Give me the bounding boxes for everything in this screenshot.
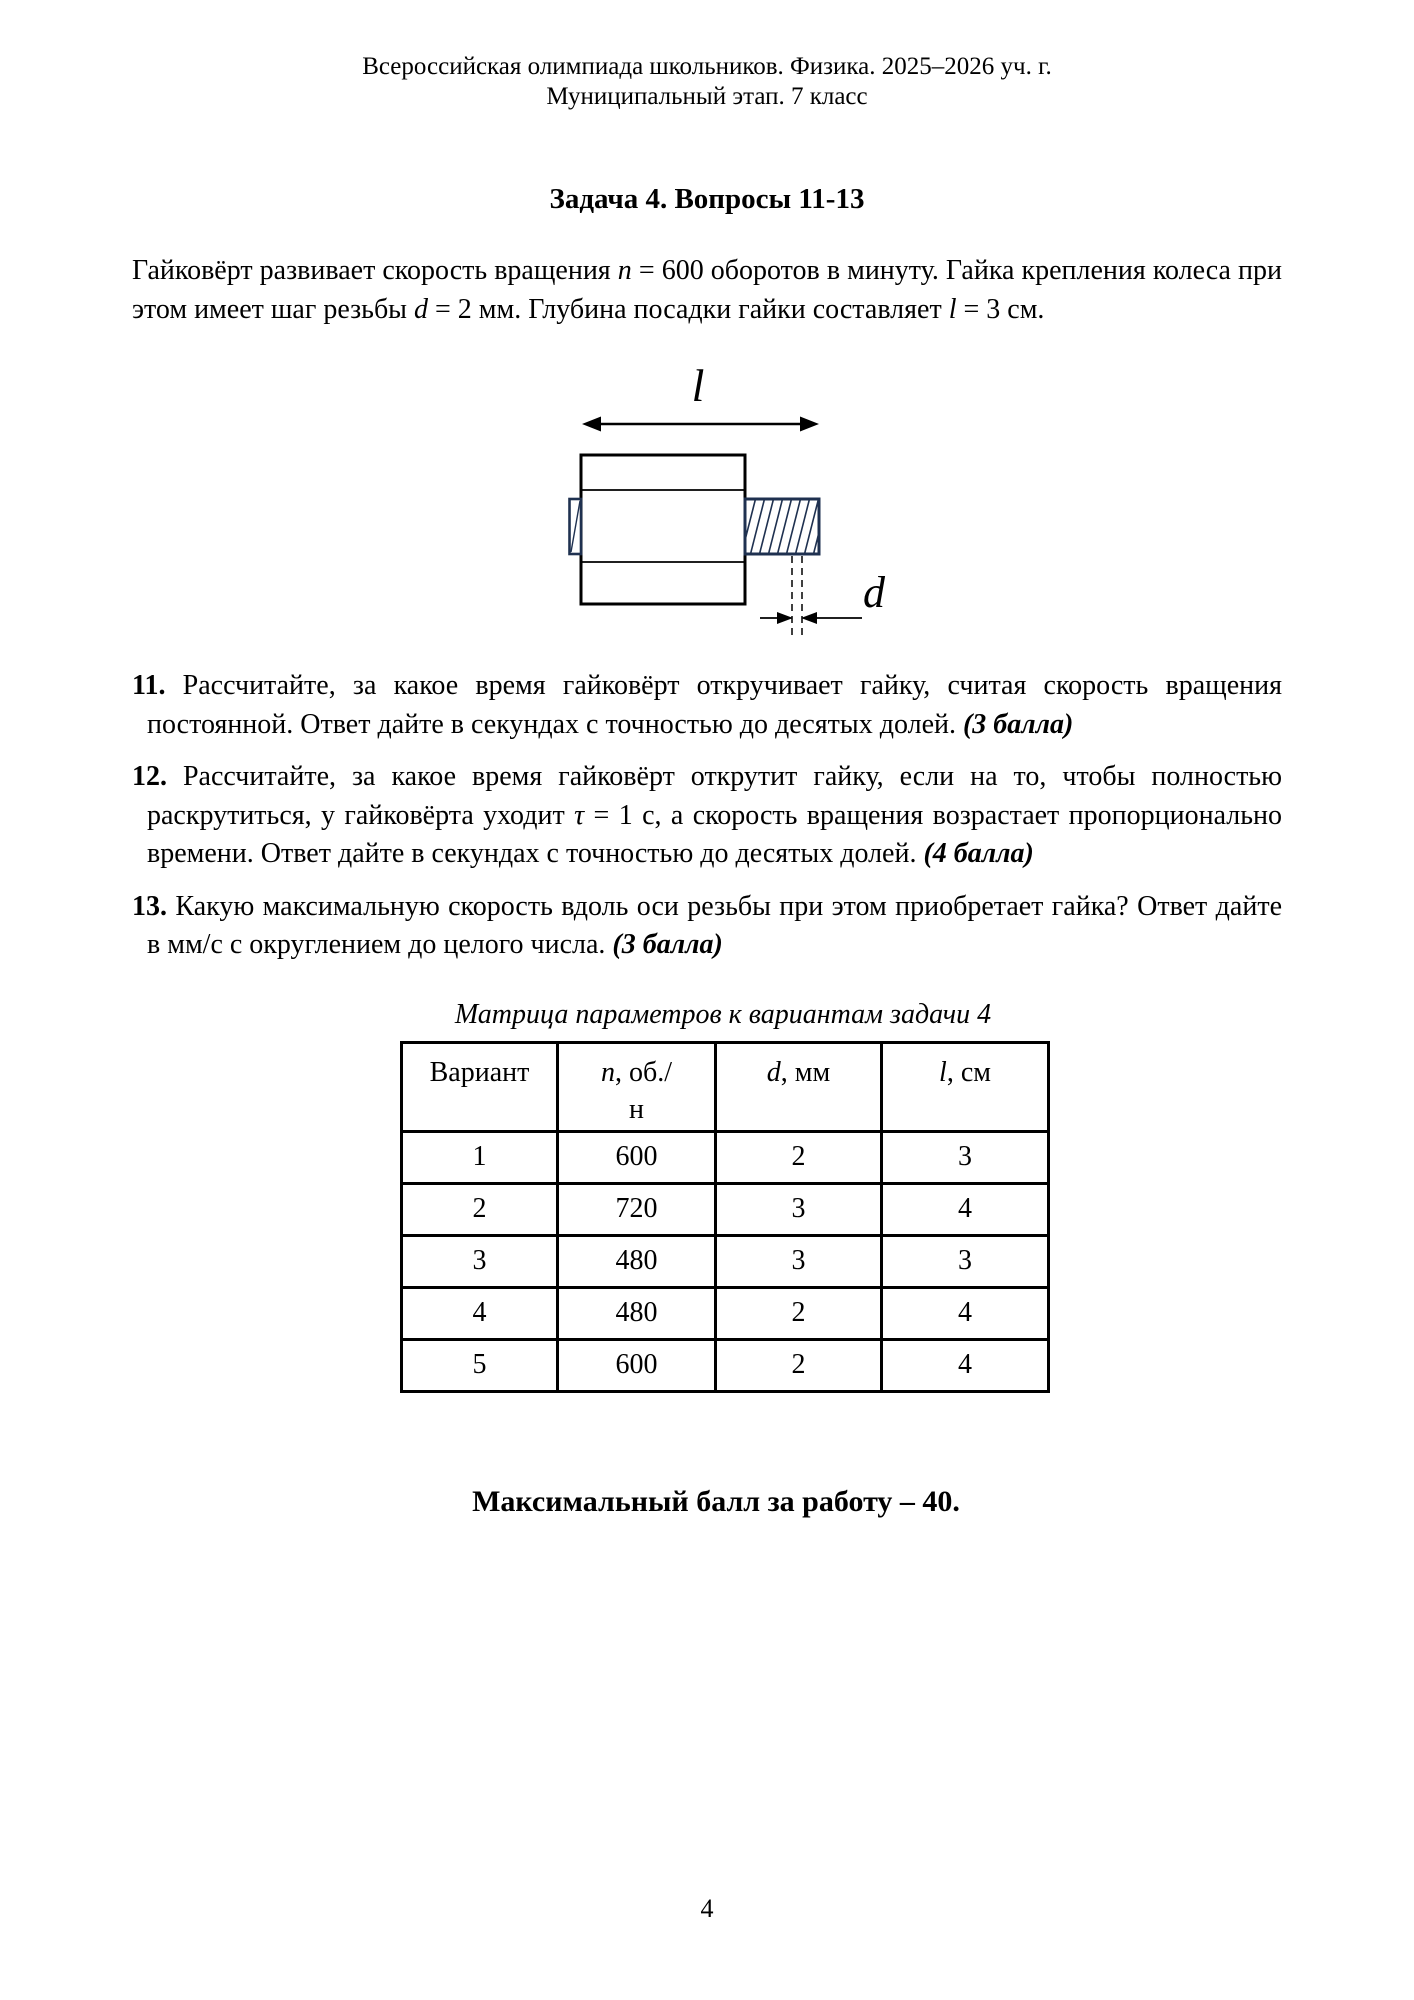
cell-n: 600: [558, 1131, 716, 1183]
page-number: 4: [700, 1894, 714, 1923]
cell-variant: 2: [402, 1183, 558, 1235]
table-caption: Матрица параметров к вариантам задачи 4: [454, 998, 992, 1030]
table-row: [402, 1235, 1049, 1287]
nut-bolt-diagram: [458, 357, 942, 653]
length-arrow: [582, 417, 819, 432]
params-table-body: [402, 1131, 1049, 1391]
header-d: d, мм: [716, 1042, 882, 1131]
cell-l: 4: [882, 1183, 1049, 1235]
cell-d: 3: [716, 1183, 882, 1235]
points-badge: (3 балла): [962, 708, 1074, 740]
cell-variant: 4: [402, 1287, 558, 1339]
question-number: 13.: [132, 890, 167, 922]
table-header-row: [402, 1042, 1049, 1131]
question-number: 12.: [132, 761, 167, 792]
task-title: Задача 4. Вопросы 11-13: [549, 183, 865, 215]
points-badge: (4 балла): [923, 838, 1034, 869]
table-row: [402, 1131, 1049, 1183]
cell-variant: 1: [402, 1131, 558, 1183]
cell-n: 720: [558, 1183, 716, 1235]
page-header: [132, 52, 1282, 111]
pitch-dashed-lines: [792, 556, 802, 635]
cell-l: 4: [882, 1287, 1049, 1339]
question-text: Рассчитайте, за какое время гайковёрт откручивает гайку, считая скорость вращения постоянной. Ответ дайте в секундах с точностью до десятых долей.: [147, 670, 1282, 740]
nut-body: [581, 455, 745, 604]
cell-l: 3: [882, 1131, 1049, 1183]
question-13: [132, 888, 1282, 965]
var-d: d: [414, 293, 428, 325]
cell-l: 3: [882, 1235, 1049, 1287]
question-text: Какую максимальную скорость вдоль оси резьбы при этом приобретает гайка? Ответ дайте в мм/с с округлением до целого числа.: [147, 890, 1282, 960]
table-row: [402, 1339, 1049, 1391]
cell-d: 2: [716, 1339, 882, 1391]
question-11: [132, 667, 1282, 744]
cell-variant: 5: [402, 1339, 558, 1391]
intro-text: Гайковёрт развивает скорость вращения: [132, 255, 618, 286]
question-text: = 1 с, а скорость вращения возрастает пропорционально времени. Ответ дайте в секундах с точностью до десятых долей.: [147, 799, 1282, 869]
cell-d: 3: [716, 1235, 882, 1287]
max-score-line: Максимальный балл за работу – 40.: [472, 1484, 960, 1518]
header-l: l, см: [882, 1042, 1049, 1131]
header-variant: Вариант: [402, 1042, 558, 1131]
table-row: [402, 1287, 1049, 1339]
var-l: l: [948, 293, 957, 325]
question-text: Рассчитайте, за какое время гайковёрт открутит гайку, если на то, чтобы полностью раскрутиться, у гайковёрта уходит: [147, 761, 1282, 831]
cell-d: 2: [716, 1287, 882, 1339]
cell-variant: 3: [402, 1235, 558, 1287]
thread-hatching: [741, 497, 828, 556]
cell-n: 480: [558, 1287, 716, 1339]
header-n: n, об./ н: [558, 1042, 716, 1131]
cell-n: 600: [558, 1339, 716, 1391]
question-number: 11.: [132, 670, 166, 701]
intro-text: = 3 см.: [956, 293, 1045, 325]
intro-text: = 2 мм. Глубина посадки гайки составляет: [428, 293, 949, 325]
threaded-rod: [741, 497, 828, 556]
cell-l: 4: [882, 1339, 1049, 1391]
question-12: [132, 758, 1282, 874]
table-row: [402, 1183, 1049, 1235]
cell-d: 2: [716, 1131, 882, 1183]
bolt-stub-left: [570, 499, 582, 554]
pitch-label: d: [863, 568, 885, 617]
header-line-1: Всероссийская олимпиада школьников. Физика. 2025–2026 уч. г.: [362, 53, 1052, 80]
cell-n: 480: [558, 1235, 716, 1287]
parameters-table: [400, 1041, 1050, 1393]
pitch-dimension-arrows: [760, 612, 862, 624]
intro-text: = 600 оборотов в минуту. Гайка крепления колеса при этом имеет шаг резьбы: [132, 255, 1283, 325]
header-line-2: Муниципальный этап. 7 класс: [546, 82, 868, 110]
points-badge: (3 балла): [612, 929, 723, 960]
var-tau: τ: [574, 799, 585, 831]
var-n: n: [617, 255, 632, 286]
length-label: l: [691, 360, 705, 411]
intro-paragraph: [132, 252, 1282, 329]
nut-bolt-figure: [458, 357, 942, 653]
